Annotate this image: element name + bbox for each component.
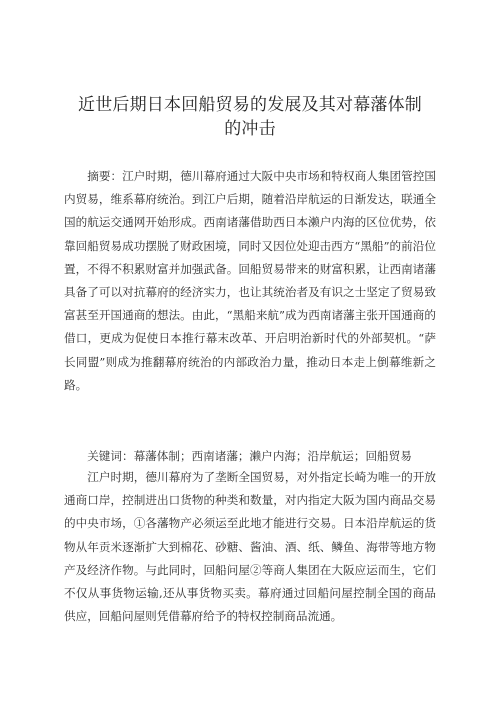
paper-title-line-1: 近世后期日本回船贸易的发展及其对幕藩体制 [78,95,422,115]
abstract-label: 摘要： [87,169,123,183]
keywords-text: 幕藩体制；西南诸藩；濑户内海；沿岸航运；回船贸易 [133,449,412,463]
body-paragraph-1: 江户时期，德川幕府为了垄断全国贸易，对外指定长崎为唯一的开放通商口岸，控制进出口货物的种类和数量，对内指定大阪为国内商品交易的中央市场，①各藩物产必须运至此地才能进行交易。日本沿岸航运的货物从年贡米逐渐扩大到棉花、砂糖、酱油、酒、纸、鳞鱼、海带等地方物产及经济作物。与此同时，回船问屋②等商人集团在大阪应运而生，它们不仅从事货物运输,还从事货物买卖。幕府通过回船问屋控制全国的商品供应，回船问屋则凭借幕府给予的特权控制商品流通。 [64,470,436,624]
abstract-paragraph [64,165,436,397]
paper-title-line-2: 的冲击 [224,119,276,139]
keywords-label: 关键词： [87,449,134,463]
keywords-paragraph [64,445,436,468]
abstract-text: 江户时期，德川幕府通过大阪中央市场和特权商人集团管控国内贸易，维系幕府统治。到江户后期，随着沿岸航运的日渐发达，联通全国的航运交通网开始形成。西南诸藩借助西日本濑户内海的区位优势，依靠回船贸易成功摆脱了财政困境，同时又因位处迎击西方“黑船”的前沿位置，不得不积累财富并加强武备。回船贸易带来的财富积累，让西南诸藩具备了可以对抗幕府的经济实力，也让其统治者及有识之士坚定了贸易致富甚至开国通商的想法。由此，“黑船来航”成为西南诸藩主张开国通商的借口，更成为促使日本推行幕末改革、开启明治新时代的外部契机。“萨长同盟”则成为推翻幕府统治的内部政治力量，推动日本走上倒幕维新之路。 [64,169,436,392]
